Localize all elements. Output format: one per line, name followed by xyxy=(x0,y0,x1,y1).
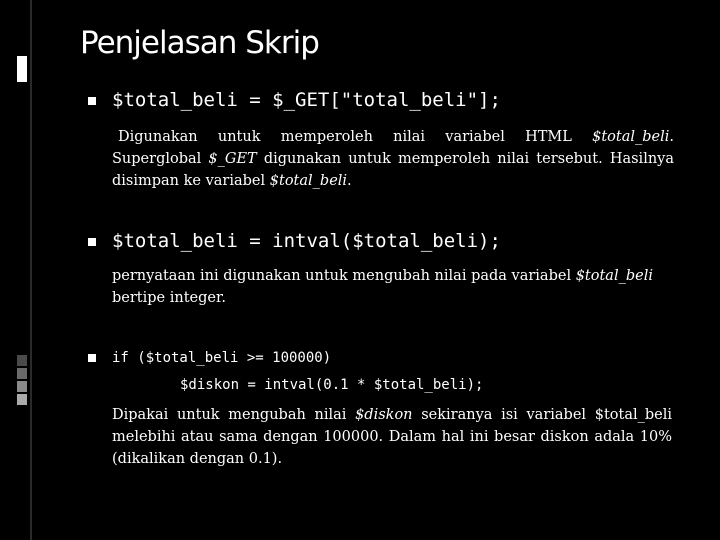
accent-block-gray-4 xyxy=(17,394,27,405)
accent-block-gray-1 xyxy=(17,355,27,366)
accent-block-gray-2 xyxy=(17,368,27,379)
accent-block-gray-3 xyxy=(17,381,27,392)
code-line-3a: if ($total_beli >= 100000) xyxy=(112,350,332,366)
description-1: Digunakan untuk memperoleh nilai variabel HTML $total_beli. Superglobal $_GET digunakan untuk memperoleh nilai tersebut. Hasilnya disimpan ke variabel $total_beli. xyxy=(112,129,675,189)
code-line-3b: $diskon = intval(0.1 * $total_beli); xyxy=(180,377,484,393)
slide-title: Penjelasan Skrip xyxy=(80,25,319,61)
left-divider-line xyxy=(30,0,32,540)
code-line-1: $total_beli = $_GET["total_beli"]; xyxy=(112,89,501,111)
code-line-2: $total_beli = intval($total_beli); xyxy=(112,230,501,252)
description-3: Dipakai untuk mengubah nilai $diskon sekiranya isi variabel $total_beli melebihi atau sama dengan 100000. Dalam hal ini besar diskon adala 10% (dikalikan dengan 0.1). xyxy=(112,407,672,467)
bullet-square-icon xyxy=(88,238,96,246)
accent-block-white xyxy=(17,56,27,82)
description-2: pernyataan ini digunakan untuk mengubah nilai pada variabel $total_beli bertipe integer. xyxy=(112,268,653,306)
bullet-square-icon xyxy=(88,97,96,105)
bullet-square-icon xyxy=(88,354,96,362)
